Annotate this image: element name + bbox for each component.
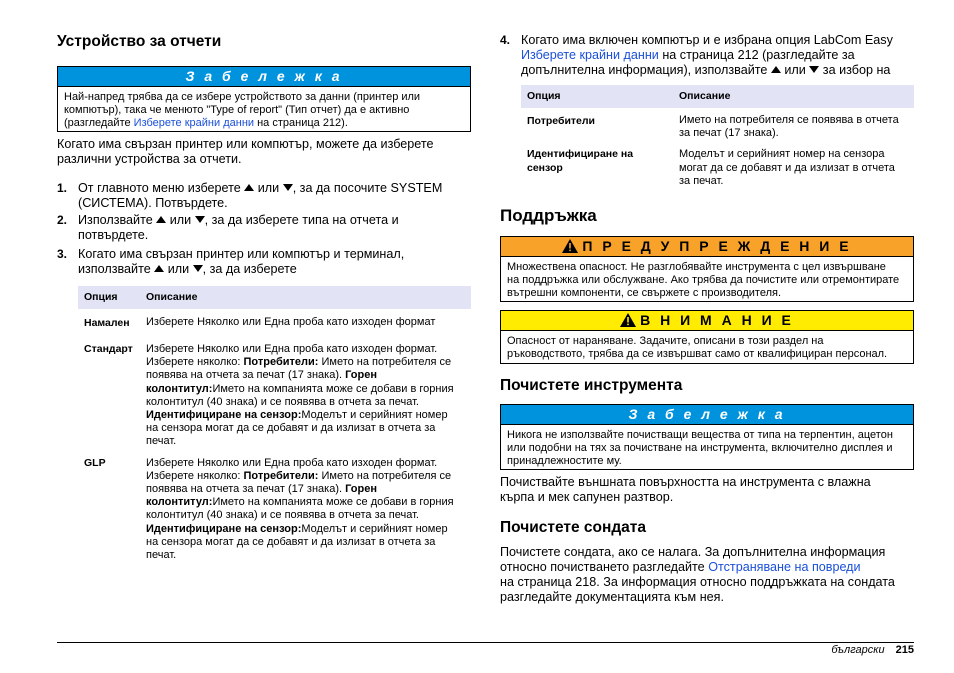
table-row: Намален Изберете Няколко или Една проба като изходен формат xyxy=(84,316,436,329)
note-box xyxy=(57,66,471,132)
caution-text: Опасност от нараняване. Задачите, описани в този раздел на ръководството, трябва да се извършват само от квалифициран персонал. xyxy=(507,335,888,361)
arrow-down-icon xyxy=(195,216,205,223)
section-heading-maintenance: Поддръжка xyxy=(500,206,597,225)
table-header: Опция Описание xyxy=(521,85,914,108)
caution-label: В Н И М А Н И Е xyxy=(640,312,794,328)
table-row: Потребители Името на потребителя се появява в отчета за печат (17 знака). xyxy=(527,114,899,140)
footer-language: български xyxy=(831,644,885,656)
note-text: Най-напред трябва да се избере устройството за данни (принтер или компютър), така че менюто "Type of report" (Тип отчет) да е активно (разгледайте Изберете крайни данни на страница 212). xyxy=(64,91,421,130)
step-1: 1. От главното меню изберете или , за да посочите SYSTEM (СИСТЕМА). Потвърдете. xyxy=(57,181,443,210)
step-3: 3. Когато има свързан принтер или компютър и терминал, използвайте или , за да изберете xyxy=(57,247,405,276)
arrow-up-icon xyxy=(156,216,166,223)
clean-instrument-text: Почиствайте външната повърхността на инструмента с влажна кърпа и мек сапунен разтвор. xyxy=(500,475,871,504)
arrow-up-icon xyxy=(154,265,164,272)
clean-sensor-text: Почистете сондата, ако се налага. За допълнителна информация относно почистването разгледайте Отстраняване на повреди на страница 218. За информация относно поддръжката на сондата разгледайте документацията към нея. xyxy=(500,545,895,604)
arrow-down-icon xyxy=(809,66,819,73)
section-heading-report-device: Устройство за отчети xyxy=(57,33,222,50)
note-text-2: Никога не използвайте почистващи вещества от типа на терпентин, ацетон или подобни на тях за почистване на инструмента, включително дисплея и принадлежностите му. xyxy=(507,429,893,468)
page-number: 215 xyxy=(895,644,914,656)
section-heading-clean-instrument: Почистете инструмента xyxy=(500,377,683,394)
table-row: GLP Изберете Няколко или Една проба като изходен формат. Изберете няколко: Потребители: Името на потребителя се появява на отчета за печат (17 знака). Горен колонтитул:Името на компанията може се добави в горния колонтитул (40 знака) и се появява в отчета за печат. Идентифициране на сензор:Моделът и серийният номер на сензора могат да се добавят и да излизат в отчета за печат. xyxy=(84,456,454,562)
warning-label: П Р Е Д У П Р Е Ж Д Е Н И Е xyxy=(582,238,852,254)
warning-text: Множествена опасност. Не разглобявайте инструмента с цел извършване на поддръжка или обслужване. Ако трябва да почистите или отремонтирате вътрешни компоненти, се свържете с производителя. xyxy=(507,261,900,300)
link-select-data-output[interactable]: Изберете крайни данни xyxy=(133,117,255,130)
col-description: Описание xyxy=(140,286,471,309)
table-header xyxy=(78,286,471,309)
caution-icon xyxy=(620,313,636,327)
report-options-table xyxy=(78,286,471,562)
warning-header xyxy=(501,237,913,257)
table-row: Идентифициране на сензор Моделът и серийният номер на сензора могат да се добавят и да излизат в отчета за печат. xyxy=(527,148,895,187)
footer-divider xyxy=(57,642,914,643)
col-option: Опция xyxy=(78,286,140,309)
table-row: Стандарт Изберете Няколко или Една проба като изходен формат. Изберете няколко: Потребители: Името на потребителя се появява на отчета за печат (17 знака). Горен колонтитул:Името на компанията може се добави в горния колонтитул (40 знака) и се появява в отчета за печат. Идентифициране на сензор:Моделът и серийният номер на сензора могат да се добавят и да излизат в отчета за печат. xyxy=(84,343,454,448)
link-troubleshooting[interactable]: Отстраняване на повреди xyxy=(708,560,861,574)
note-label: З а б е л е ж к а xyxy=(58,67,470,87)
pc-options-table xyxy=(521,85,914,188)
note-label-2: З а б е л е ж к а xyxy=(501,405,913,425)
caution-box xyxy=(500,310,914,364)
intro-paragraph: Когато има свързан принтер или компютър, можете да изберете различни устройства за отчети. xyxy=(57,137,434,166)
section-heading-clean-sensor: Почистете сондата xyxy=(500,519,647,536)
arrow-up-icon xyxy=(771,66,781,73)
arrow-down-icon xyxy=(193,265,203,272)
step-list xyxy=(57,181,471,277)
warning-box xyxy=(500,236,914,302)
step-2: 2. Използвайте или , за да изберете типа на отчета и потвърдете. xyxy=(57,213,399,242)
footer xyxy=(831,644,914,657)
warning-icon xyxy=(562,239,578,253)
link-select-data-output-2[interactable]: Изберете крайни данни xyxy=(521,48,659,62)
arrow-down-icon xyxy=(283,184,293,191)
step-4: 4. Когато има включен компютър и е избрана опция LabCom Easy Изберете крайни данни на страница 212 (разгледайте за допълнителна информация), използвайте или за избор на xyxy=(500,33,893,77)
caution-header xyxy=(501,311,913,331)
note-box-2 xyxy=(500,404,914,470)
arrow-up-icon xyxy=(244,184,254,191)
